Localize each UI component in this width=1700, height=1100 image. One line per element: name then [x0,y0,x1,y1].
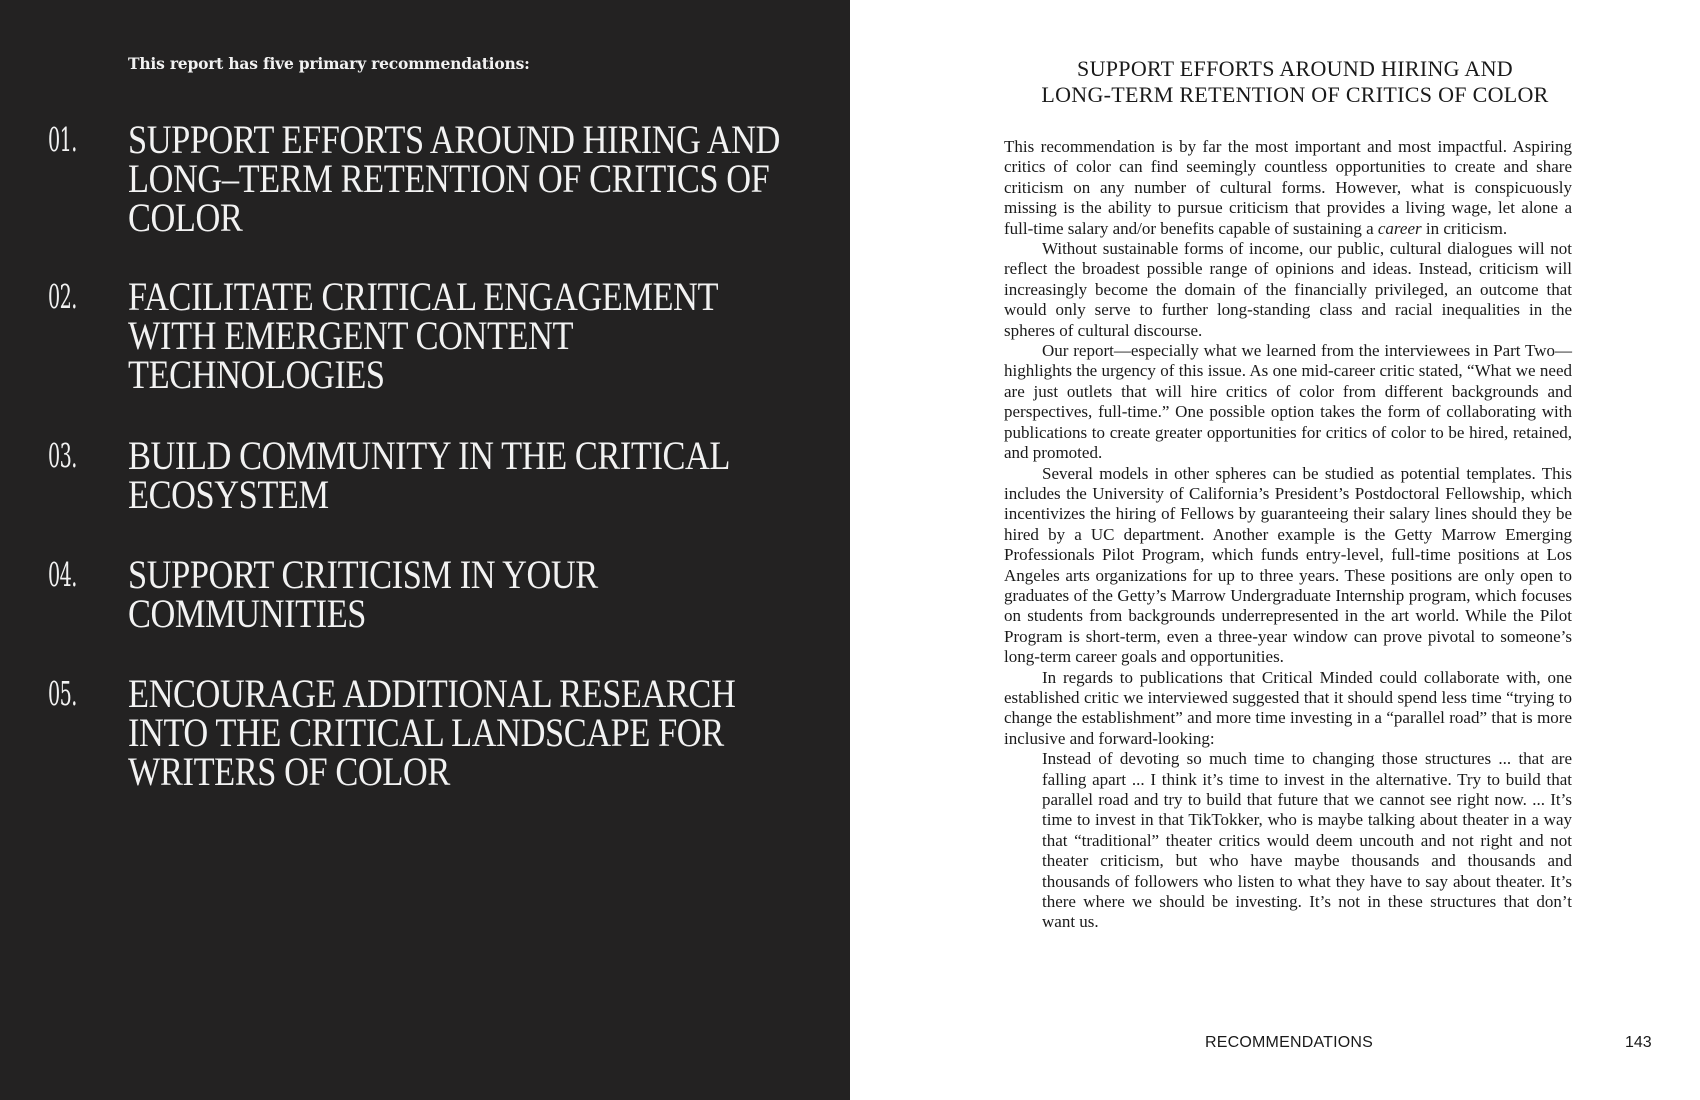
recommendation-number: 02. [48,277,77,316]
body-paragraph: Our report—especially what we learned from the interviewees in Part Two—highlights the urgency of this issue. As one mid-career critic stated, “What we need are just outlets that will hire critics of color from different backgrounds and perspectives, full-time.” One possible option takes the form of collaborating with publications to create greater opportunities for critics of color to be hired, retained, and promoted. [1004,341,1572,463]
recommendation-number: 03. [48,436,77,475]
page-number: 143 [1625,1034,1652,1051]
body-text [1004,137,1572,933]
recommendation-text: SUPPORT EFFORTS AROUND HIRING AND LONG–TERM RETENTION OF CRITICS OF COLOR [128,117,780,240]
recommendation-text: SUPPORT CRITICISM IN YOUR COMMUNITIES [128,552,598,636]
block-quote: Instead of devoting so much time to changing those structures ... that are falling apart ... I think it’s time to invest in the alternative. Try to build that parallel road and try to build that future that we cannot see right now. ... It’s time to invest in that TikTokker, who is maybe talking about theater in a way that “traditional” theater critics would deem uncouth and not right and not theater criticism, but who have maybe thousands and thousands and thousands of followers who listen to what they have to say about theater. It’s there where we should be investing. It’s not in these structures that don’t want us. [1042,749,1572,932]
section-heading-line: SUPPORT EFFORTS AROUND HIRING AND [1077,56,1513,81]
section-heading-line: LONG-TERM RETENTION OF CRITICS OF COLOR [1041,82,1549,107]
body-paragraph: Without sustainable forms of income, our public, cultural dialogues will not reflect the broadest possible range of opinions and ideas. Instead, criticism will increasingly become the domain of the financially privileged, an outcome that would only serve to further long-standing class and racial inequalities in the spheres of cultural discourse. [1004,239,1572,340]
intro-text: This report has five primary recommendations: [128,54,530,73]
recommendation-text: BUILD COMMUNITY IN THE CRITICAL ECOSYSTEM [128,433,729,517]
body-text-run: in criticism. [1421,218,1508,238]
right-page [850,0,1700,1100]
recommendation-number: 04. [48,555,77,594]
recommendation-number: 05. [48,674,77,713]
emphasis-text: career [1377,218,1422,238]
running-footer: RECOMMENDATIONS [1205,1034,1374,1051]
section-heading [1000,56,1590,108]
body-text-run: This recommendation is by far the most important and most impactful. Aspiring critics of color can find seemingly countless opportunities to create and share criticism on any number of cultural forms. However, what is conspicuously missing is the ability to pursue criticism that provides a living wage, let alone a full-time salary and/or benefits capable of sustaining a [1004,137,1572,238]
body-paragraph: Several models in other spheres can be studied as potential templates. This includes the University of California’s President’s Postdoctoral Fellowship, which incentivizes the hiring of Fellows by guaranteeing their salary lines should they be hired by a UC department. Another example is the Getty Marrow Emerging Professionals Pilot Program, which funds entry-level, full-time positions at Los Angeles arts organizations for up to three years. These positions are only open to graduates of the Getty’s Marrow Undergraduate Internship program, which focuses on students from backgrounds underrepresented in the art world. While the Pilot Program is short-term, even a three-year window can prove pivotal to someone’s long-term career goals and opportunities. [1004,463,1572,667]
recommendation-text: FACILITATE CRITICAL ENGAGEMENT WITH EMERGENT CONTENT TECHNOLOGIES [128,274,718,397]
body-paragraph: In regards to publications that Critical Minded could collaborate with, one established critic we interviewed suggested that it should spend less time “trying to change the establishment” and more time investing in a “parallel road” that is more inclusive and forward-looking: [1004,667,1572,748]
body-paragraph [1004,137,1572,239]
recommendation-text: ENCOURAGE ADDITIONAL RESEARCH INTO THE CRITICAL LANDSCAPE FOR WRITERS OF COLOR [128,671,736,794]
recommendation-number: 01. [48,120,77,159]
